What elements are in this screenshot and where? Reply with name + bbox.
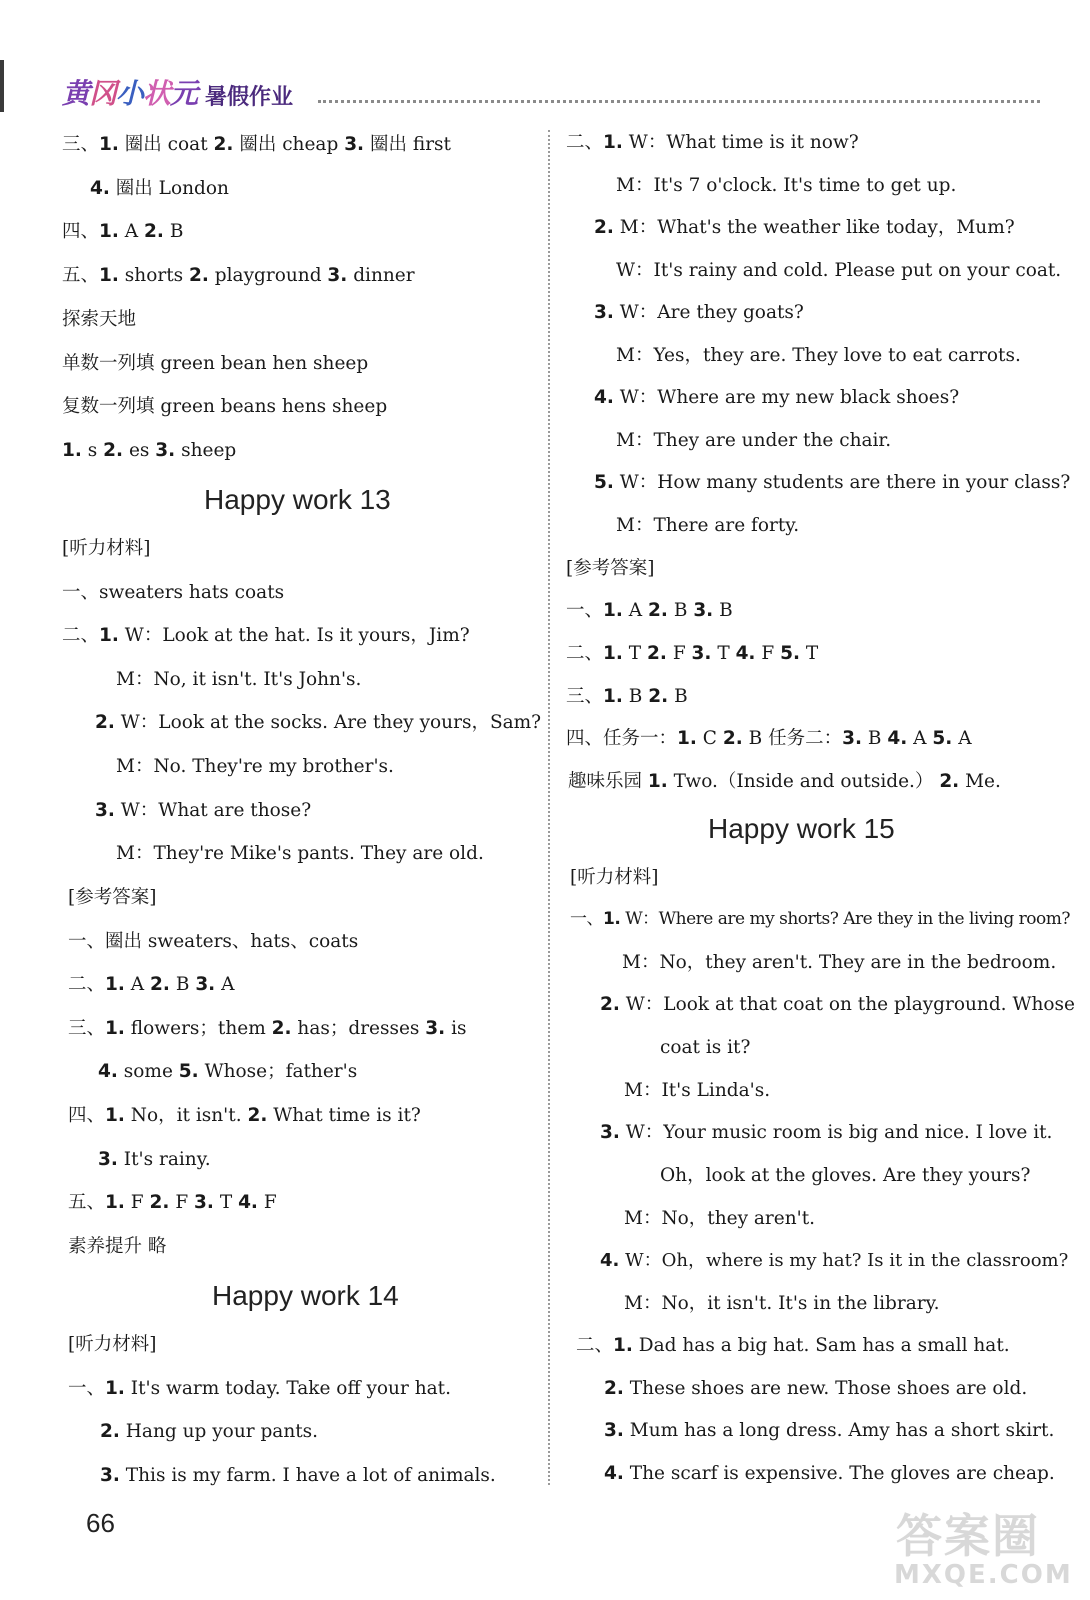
dialogue-line: 2. W：Look at that coat on the playground. Whose	[600, 994, 1075, 1015]
dialogue-line: M：It's 7 o'clock. It's time to get up.	[616, 175, 957, 196]
dialogue-line: 4. The scarf is expensive. The gloves are cheap.	[604, 1463, 1055, 1484]
answer-line: 复数一列填 green beans hens sheep	[62, 396, 388, 417]
answer-line: 三、1. 圈出 coat 2. 圈出 cheap 3. 圈出 first	[62, 134, 451, 155]
dialogue-line: M：No，they aren't. They are in the bedroom.	[622, 952, 1057, 973]
page-header	[0, 0, 1090, 120]
answer-line: 二、1. T 2. F 3. T 4. F 5. T	[566, 643, 819, 664]
answer-line: 一、sweaters hats coats	[62, 582, 285, 603]
dialogue-line: 5. W：How many students are there in your class?	[594, 472, 1071, 493]
logo-text: 黄冈小状元	[62, 77, 198, 110]
dialogue-line: 一、1. It's warm today. Take off your hat.	[68, 1378, 451, 1399]
column-divider	[548, 130, 550, 1485]
answer-line: 单数一列填 green bean hen sheep	[62, 353, 369, 374]
answer-line: 四、1. A 2. B	[62, 221, 184, 242]
dialogue-line: 3. W：Your music room is big and nice. I love it.	[600, 1122, 1053, 1143]
section-label: [参考答案]	[68, 887, 157, 908]
dialogue-line: M：They're Mike's pants. They are old.	[116, 843, 484, 864]
header-bar	[0, 60, 4, 112]
answer-line: 一、圈出 sweaters、hats、coats	[68, 931, 359, 952]
answer-line: 三、1. B 2. B	[566, 686, 688, 707]
header-dotted-rule	[318, 100, 1040, 103]
section-label: [参考答案]	[566, 558, 655, 579]
section-label: [听力材料]	[62, 538, 151, 559]
answer-line: 五、1. F 2. F 3. T 4. F	[68, 1192, 277, 1213]
page-number: 66	[86, 1508, 115, 1538]
dialogue-line: coat is it?	[660, 1037, 751, 1058]
dialogue-line: Oh，look at the gloves. Are they yours?	[660, 1165, 1031, 1186]
dialogue-line: 二、1. Dad has a big hat. Sam has a small hat.	[576, 1335, 1010, 1356]
answer-line: 趣味乐园 1. Two.（Inside and outside.） 2. Me.	[568, 771, 1001, 792]
dialogue-line: M：No, it isn't. It's John's.	[116, 669, 362, 690]
dialogue-line: M：They are under the chair.	[616, 430, 892, 451]
answer-line: 五、1. shorts 2. playground 3. dinner	[62, 265, 415, 286]
section-label: 探索天地	[62, 309, 137, 330]
header-subtitle: 暑假作业	[205, 85, 294, 110]
dialogue-line: 4. W：Where are my new black shoes?	[594, 387, 960, 408]
dialogue-line: 3. Mum has a long dress. Amy has a short skirt.	[604, 1420, 1055, 1441]
answer-line: 4. 圈出 London	[90, 178, 229, 199]
dialogue-line: 一、1. W：Where are my shorts? Are they in the living room?	[570, 909, 1070, 929]
brand-logo	[62, 72, 197, 112]
watermark-url: MXQE.COM	[894, 1560, 1073, 1590]
dialogue-line: 二、1. W：What time is it now?	[566, 132, 859, 153]
dialogue-line: 2. W：Look at the socks. Are they yours，Sam?	[95, 712, 542, 733]
dialogue-line: M：Yes，they are. They love to eat carrots.	[616, 345, 1021, 366]
dialogue-line: M：There are forty.	[616, 515, 800, 536]
answer-line: 3. It's rainy.	[98, 1149, 211, 1170]
answer-line: 4. some 5. Whose；father's	[98, 1061, 358, 1082]
answer-line: 二、1. A 2. B 3. A	[68, 974, 235, 995]
dialogue-line: 4. W：Oh，where is my hat? Is it in the classroom?	[600, 1250, 1069, 1271]
answer-line: 1. s 2. es 3. sheep	[62, 440, 237, 461]
answer-line: 素养提升 略	[68, 1236, 167, 1257]
section-heading: Happy work 13	[204, 484, 391, 515]
dialogue-line: M：No，they aren't.	[624, 1208, 816, 1229]
answer-line: 四、任务一：1. C 2. B 任务二：3. B 4. A 5. A	[566, 728, 972, 749]
section-label: [听力材料]	[68, 1334, 157, 1355]
section-heading: Happy work 14	[212, 1280, 399, 1311]
answer-line: 三、1. flowers；them 2. has；dresses 3. is	[68, 1018, 467, 1039]
dialogue-line: M：It's Linda's.	[624, 1080, 771, 1101]
dialogue-line: 3. This is my farm. I have a lot of animals.	[100, 1465, 496, 1486]
dialogue-line: W：It's rainy and cold. Please put on your coat.	[616, 260, 1062, 281]
dialogue-line: M：No，it isn't. It's in the library.	[624, 1293, 940, 1314]
answer-line: 一、1. A 2. B 3. B	[566, 600, 733, 621]
dialogue-line: 2. Hang up your pants.	[100, 1421, 319, 1442]
dialogue-line: 3. W：What are those?	[95, 800, 312, 821]
section-heading: Happy work 15	[708, 813, 895, 844]
dialogue-line: 2. M：What's the weather like today，Mum?	[594, 217, 1015, 238]
answer-line: 四、1. No，it isn't. 2. What time is it?	[68, 1105, 421, 1126]
dialogue-line: M：No. They're my brother's.	[116, 756, 394, 777]
watermark-text: 答案圈	[896, 1509, 1040, 1563]
section-label: [听力材料]	[570, 867, 659, 888]
dialogue-line: 二、1. W：Look at the hat. Is it yours，Jim?	[62, 625, 470, 646]
dialogue-line: 2. These shoes are new. Those shoes are old.	[604, 1378, 1028, 1399]
dialogue-line: 3. W：Are they goats?	[594, 302, 804, 323]
